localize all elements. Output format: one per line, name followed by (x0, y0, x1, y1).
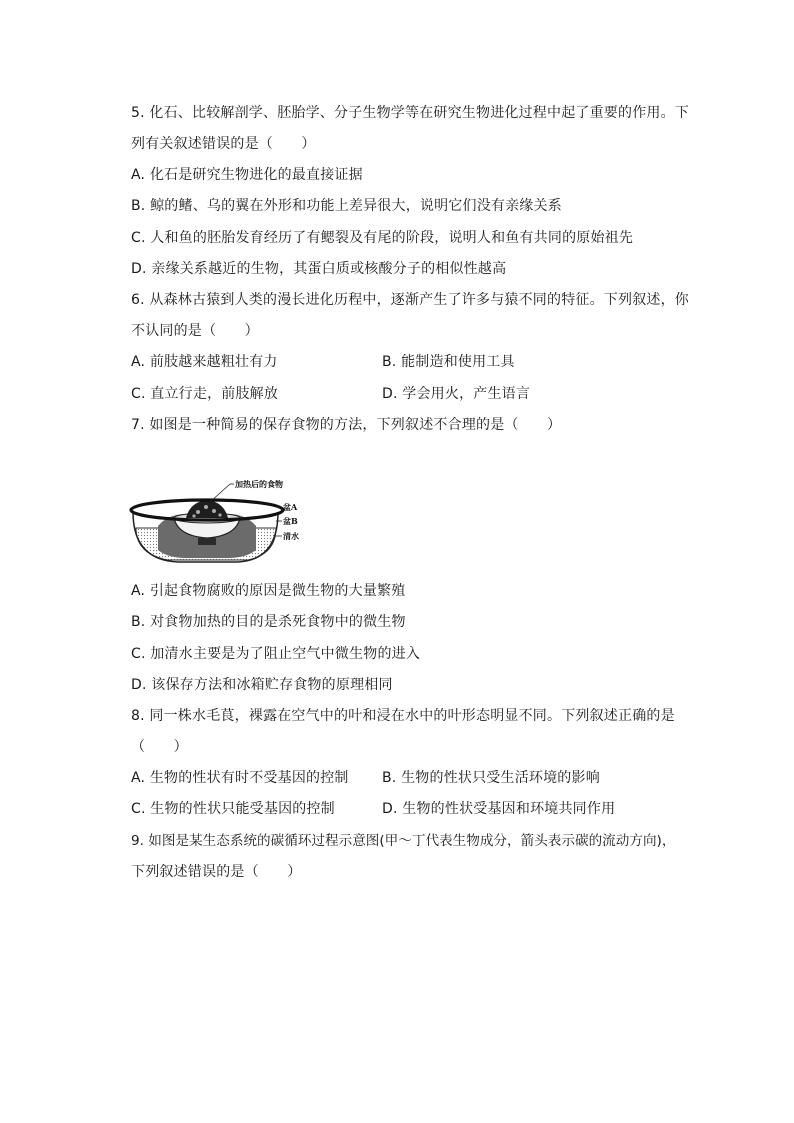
q7-option-b: B. 对食物加热的目的是杀死食物中的微生物 (131, 614, 406, 630)
q8-stem-line1: 8. 同一株水毛茛，裸露在空气中的叶和浸在水中的叶形态明显不同。下列叙述正确的是 (131, 708, 675, 724)
q7-option-d: D. 该保存方法和冰箱贮存食物的原理相同 (131, 677, 393, 693)
q8-option-d: D. 生物的性状受基因和环境共同作用 (382, 801, 616, 817)
q7-option-c: C. 加清水主要是为了阻止空气中微生物的进入 (131, 646, 421, 662)
q8-stem-line2: （ ） (131, 739, 188, 755)
q6-stem-line1: 6. 从森林古猿到人类的漫长进化历程中，逐渐产生了许多与猿不同的特征。下列叙述，你 (131, 292, 690, 308)
q5-option-b: B. 鲸的鳍、乌的翼在外形和功能上差异很大，说明它们没有亲缘关系 (131, 198, 562, 214)
food-storage-figure (128, 474, 308, 564)
q8-option-a: A. 生物的性状有时不受基因的控制 (131, 770, 349, 786)
label-basin-a: 盆A (283, 502, 298, 512)
q8-option-c: C. 生物的性状只能受基因的控制 (131, 801, 335, 817)
q5-stem-line1: 5. 化石、比较解剖学、胚胎学、分子生物学等在研究生物进化过程中起了重要的作用。下 (131, 105, 690, 121)
q6-option-d: D. 学会用火，产生语言 (382, 386, 531, 402)
q8-option-b: B. 生物的性状只受生活环境的影响 (382, 770, 600, 786)
q5-option-d: D. 亲缘关系越近的生物，其蛋白质或核酸分子的相似性越高 (131, 261, 507, 277)
food-storage-diagram (128, 474, 308, 564)
q7-option-a: A. 引起食物腐败的原因是微生物的大量繁殖 (131, 583, 406, 599)
q5-option-c: C. 人和鱼的胚胎发育经历了有鳃裂及有尾的阶段，说明人和鱼有共同的原始祖先 (131, 230, 634, 246)
q6-stem-line2: 不认同的是（ ） (131, 323, 259, 339)
q6-option-a: A. 前肢越来越粗壮有力 (131, 354, 278, 370)
q9-stem-line2: 下列叙述错误的是（ ） (131, 864, 302, 880)
q7-stem: 7. 如图是一种简易的保存食物的方法，下列叙述不合理的是（ ） (131, 417, 562, 433)
q6-option-c: C. 直立行走，前肢解放 (131, 386, 279, 402)
q5-option-a: A. 化石是研究生物进化的最直接证据 (131, 167, 363, 183)
q5-stem-line2: 列有关叙述错误的是（ ） (131, 136, 316, 152)
label-water: 清水 (283, 531, 299, 541)
label-basin-b: 盆B (283, 516, 298, 526)
label-heated-food: 加热后的食物 (235, 479, 283, 489)
q6-option-b: B. 能制造和使用工具 (382, 354, 515, 370)
q9-stem-line1: 9. 如图是某生态系统的碳循环过程示意图(甲～丁代表生物成分，箭头表示碳的流动方向)， (131, 833, 676, 849)
